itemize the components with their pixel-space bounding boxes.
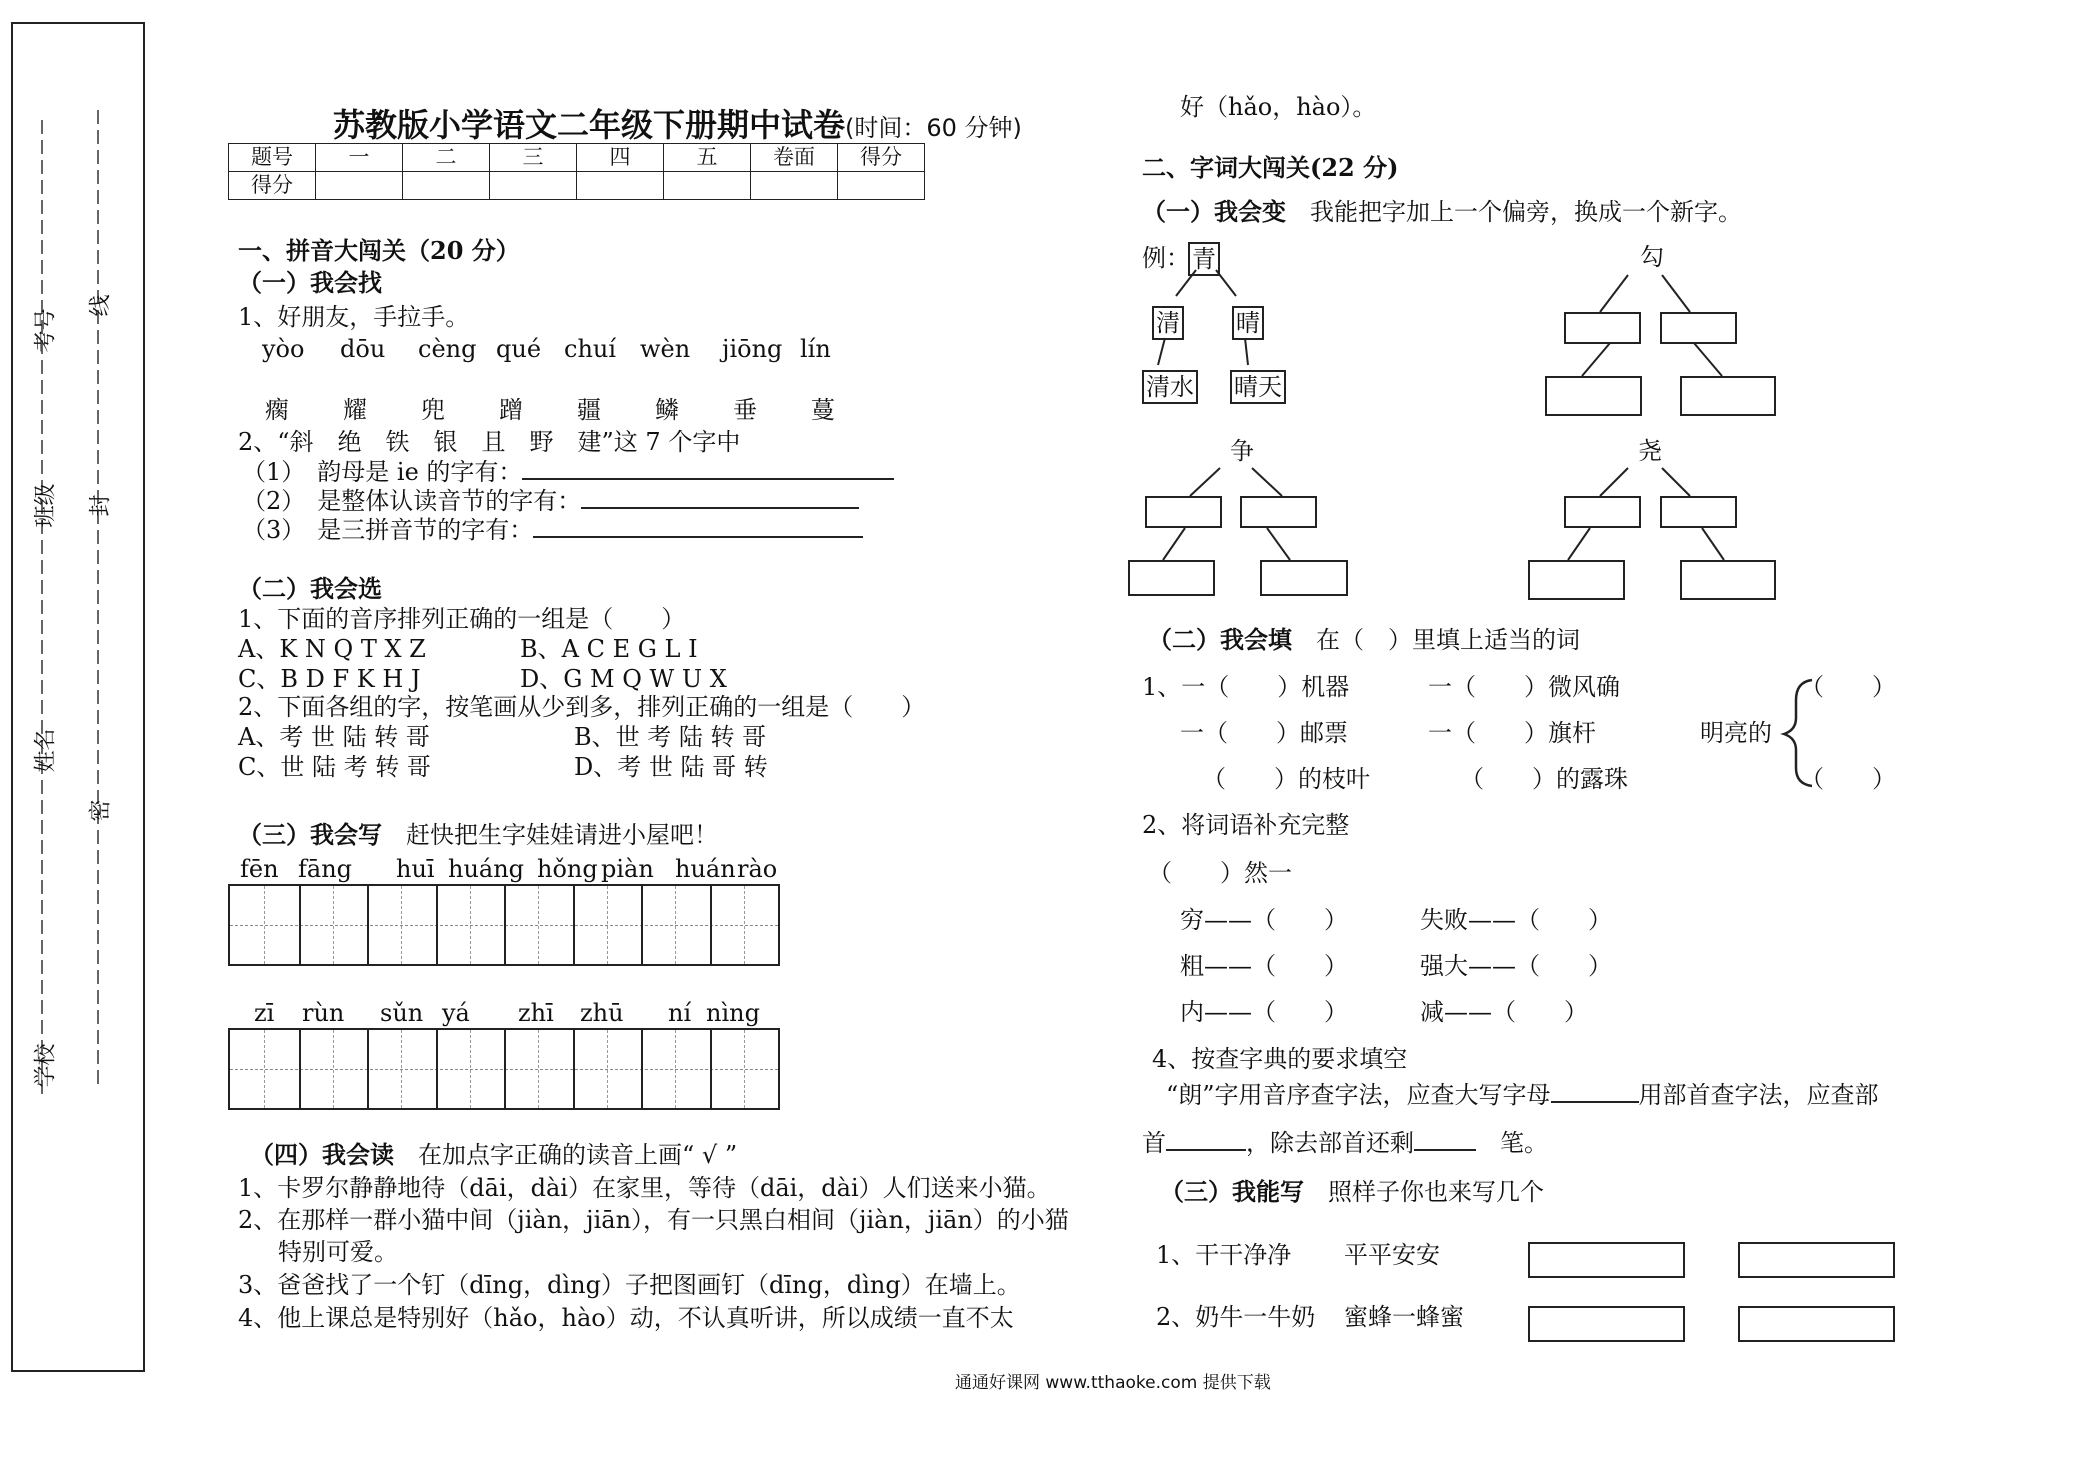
fill-row-1-b: 一（ ）微风确 <box>1428 673 1620 701</box>
pair-2-b: 强大——（ ） <box>1420 952 1612 980</box>
brace-item-2: （ ） <box>1800 765 1896 793</box>
answer-box[interactable] <box>1528 1242 1685 1278</box>
exam-no-label: 考号 <box>33 308 59 353</box>
write-pinyin: piàn <box>601 855 654 883</box>
p2-q2-first: （ ）然一 <box>1148 859 1292 887</box>
example-word-2: 晴天 <box>1230 370 1286 404</box>
example-child-1: 清 <box>1152 306 1184 340</box>
answer-box[interactable] <box>1738 1242 1895 1278</box>
pinyin-item: chuí <box>564 335 617 363</box>
score-cell: 卷面 <box>751 144 838 172</box>
p2s1-heading: （一）我会变 <box>1142 197 1286 226</box>
s2-q2-d: D、考 世 陆 哥 转 <box>574 753 768 781</box>
p2s3-instruction: 照样子你也来写几个 <box>1328 1178 1544 1206</box>
part2-heading: 二、字词大闯关(22 分) <box>1142 153 1399 182</box>
pinyin-item: cèng <box>418 335 477 363</box>
brace-item-1: （ ） <box>1800 673 1896 701</box>
q4-text: “朗”字用音序查字法，应查大写字母 <box>1166 1081 1551 1109</box>
example-label: 例： <box>1142 244 1190 272</box>
answer-blank[interactable] <box>1414 1149 1476 1151</box>
char-item: 垂 <box>733 396 757 424</box>
answer-blank[interactable] <box>1166 1149 1246 1151</box>
s2-q2: 2、下面各组的字，按笔画从少到多，排列正确的一组是（ ） <box>238 693 926 721</box>
example-child-2: 晴 <box>1232 306 1264 340</box>
q4-text: 用部首查字法，应查部 <box>1638 1081 1879 1109</box>
pinyin-item: qué <box>496 335 542 363</box>
q4-text: ，除去部首还剩 <box>1246 1129 1414 1157</box>
pair-1-a: 穷——（ ） <box>1180 906 1348 934</box>
pair-2-a: 粗——（ ） <box>1180 952 1348 980</box>
char-item: 兜 <box>421 396 445 424</box>
write-pinyin: ní <box>668 999 692 1027</box>
pinyin-item: lín <box>800 335 831 363</box>
write-pinyin: zī <box>254 999 275 1027</box>
fill-row-2-a: 一（ ）邮票 <box>1180 719 1348 747</box>
tree-root-zheng: 争 <box>1230 437 1254 465</box>
example-root: 青 <box>1188 242 1220 276</box>
pinyin-item: jiōng <box>722 335 783 363</box>
pinyin-item: yòo <box>262 335 305 363</box>
write-pinyin: yá <box>442 999 470 1027</box>
s2-q2-b: B、世 考 陆 转 哥 <box>574 723 767 751</box>
write-pinyin: zhū <box>580 999 624 1027</box>
p2-q4-line1 <box>1166 1080 1879 1110</box>
time-note: (时间：60 分钟) <box>845 114 1022 142</box>
write-row-1-b: 平平安安 <box>1344 1241 1440 1269</box>
write-pinyin: fēn <box>240 855 279 883</box>
q2-item-label: （2） 是整体认读音节的字有： <box>242 487 582 515</box>
mingliang-label: 明亮的 <box>1700 719 1772 747</box>
s1-q1: 1、好朋友，手拉手。 <box>238 303 470 331</box>
answer-box[interactable] <box>1528 1306 1685 1342</box>
write-pinyin: huáng <box>448 855 525 883</box>
name-label: 姓名 <box>33 728 59 773</box>
write-pinyin: fāng <box>298 855 353 883</box>
write-row-2-a: 2、奶牛一牛奶 <box>1156 1303 1316 1331</box>
seal-seal-label: 封 <box>88 494 114 517</box>
class-label: 班级 <box>33 483 59 528</box>
q4-text: 首 <box>1142 1129 1166 1157</box>
score-cell: 二 <box>403 144 490 172</box>
answer-box[interactable] <box>1738 1306 1895 1342</box>
write-pinyin: rùn <box>302 999 345 1027</box>
write-row-2-b: 蜜蜂一蜂蜜 <box>1344 1303 1464 1331</box>
score-cell: 一 <box>316 144 403 172</box>
s4-line-2b: 特别可爱。 <box>278 1238 398 1266</box>
answer-blank[interactable] <box>1551 1101 1639 1103</box>
pinyin-item: wèn <box>640 335 691 363</box>
p2s1-instruction: 我能把字加上一个偏旁，换成一个新字。 <box>1310 198 1742 226</box>
pair-3-a: 内——（ ） <box>1180 998 1348 1026</box>
tree-root-gou: 勾 <box>1640 243 1664 271</box>
fill-row-1-a: 1、一（ ）机器 <box>1142 673 1350 701</box>
tree-root-yao: 尧 <box>1638 437 1662 465</box>
s4-line-1: 1、卡罗尔静静地待（dāi，dài）在家里，等待（dāi，dài）人们送来小猫。 <box>238 1174 1051 1202</box>
example-word-1: 清水 <box>1142 370 1198 404</box>
score-cell: 四 <box>577 144 664 172</box>
s4-line-3: 3、爸爸找了一个钉（dīng，dìng）子把图画钉（dīng，dìng）在墙上。 <box>238 1271 1021 1299</box>
score-cell: 三 <box>490 144 577 172</box>
score-cell: 五 <box>664 144 751 172</box>
score-cell: 得分 <box>838 144 925 172</box>
p2-q4-line2 <box>1142 1128 1548 1158</box>
q2-item-label: （3） 是三拼音节的字有： <box>242 516 534 544</box>
write-pinyin: huán <box>675 855 736 883</box>
p2s2-instruction: 在（ ）里填上适当的词 <box>1316 626 1580 654</box>
char-item: 蔓 <box>811 396 835 424</box>
fill-row-3-a: （ ）的枝叶 <box>1202 765 1370 793</box>
p2-q2: 2、将词语补充完整 <box>1142 811 1350 839</box>
char-item: 耀 <box>343 396 367 424</box>
char-item: 瘸 <box>265 396 289 424</box>
s4-heading: （四）我会读 <box>250 1140 394 1169</box>
write-pinyin: zhī <box>518 999 554 1027</box>
seal-secret-label: 密 <box>88 799 114 822</box>
pinyin-item: dōu <box>340 335 386 363</box>
p2s3-heading: （三）我能写 <box>1160 1177 1304 1206</box>
char-item: 蹭 <box>499 396 523 424</box>
p2s2-heading: （二）我会填 <box>1148 625 1292 654</box>
q4-text: 笔。 <box>1500 1129 1548 1157</box>
q2-item-label: （1） 韵母是 ie 的字有： <box>242 458 523 486</box>
seal-line-label: 线 <box>88 294 114 317</box>
s2-q1: 1、下面的音序排列正确的一组是（ ） <box>238 605 686 633</box>
s3-instruction: 赶快把生字娃娃请进小屋吧！ <box>406 821 718 849</box>
pair-3-b: 减——（ ） <box>1420 998 1588 1026</box>
s2-q1-c: C、B D F K H J <box>238 665 421 693</box>
p2-q4: 4、按查字典的要求填空 <box>1152 1045 1408 1073</box>
s2-heading: （二）我会选 <box>238 574 382 603</box>
s4-line-4: 4、他上课总是特别好（hǎo，hào）动，不认真听讲，所以成绩一直不太 <box>238 1304 1014 1332</box>
write-pinyin: rào <box>737 855 778 883</box>
s2-q2-c: C、世 陆 考 转 哥 <box>238 753 431 781</box>
s2-q1-a: A、K N Q T X Z <box>238 635 426 663</box>
char-item: 鳞 <box>655 396 679 424</box>
s2-q1-d: D、G M Q W U X <box>520 665 727 693</box>
p2s3-heading-row <box>1160 1177 1544 1207</box>
s2-q2-a: A、考 世 陆 转 哥 <box>238 723 430 751</box>
fill-row-2-b: 一（ ）旗杆 <box>1428 719 1596 747</box>
write-row-1-a: 1、干干净净 <box>1156 1241 1292 1269</box>
part1-heading: 一、拼音大闯关（20 分） <box>238 236 520 265</box>
write-pinyin: hǒng <box>537 855 598 883</box>
school-label: 学校 <box>33 1043 59 1088</box>
write-pinyin: nìng <box>706 999 760 1027</box>
s4-line-2: 2、在那样一群小猫中间（jiàn，jiān），有一只黑白相间（jiàn，jiān）的小猫 <box>238 1206 1069 1234</box>
score-cell: 题号 <box>229 144 316 172</box>
s4-instruction: 在加点字正确的读音上画“ √ ” <box>418 1141 738 1169</box>
s1-q2: 2、“斜 绝 铁 银 且 野 建”这 7 个字中 <box>238 428 741 456</box>
fill-row-3-b: （ ）的露珠 <box>1460 765 1628 793</box>
char-item: 疆 <box>577 396 601 424</box>
s2-q1-b: B、A C E G L I <box>520 635 698 663</box>
write-pinyin: sǔn <box>380 999 424 1027</box>
score-cell: 得分 <box>229 172 316 200</box>
write-pinyin: huī <box>396 855 435 883</box>
s3-heading: （三）我会写 <box>238 820 382 849</box>
footer: 通通好课网 www.tthaoke.com 提供下载 <box>955 1373 1271 1393</box>
s1-heading: （一）我会找 <box>238 268 382 297</box>
title-text: 苏教版小学语文二年级下册期中试卷 <box>333 106 846 144</box>
s4-line-4b: 好（hǎo，hào）。 <box>1180 93 1377 121</box>
pair-1-b: 失败——（ ） <box>1420 906 1612 934</box>
